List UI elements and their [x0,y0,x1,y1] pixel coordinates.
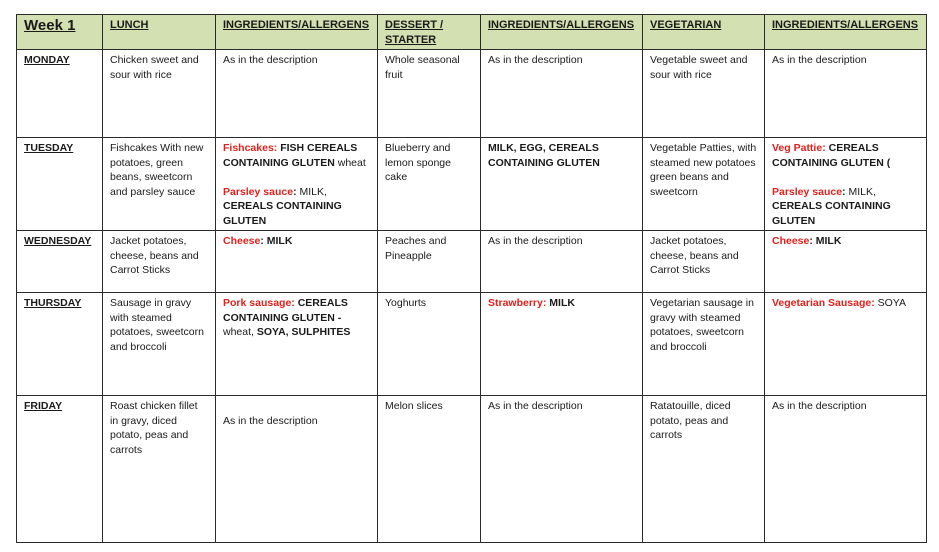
vegetarian-allergens-cell [765,231,927,293]
dessert-allergens-cell: As in the description [481,50,643,138]
header-vegetarian: VEGETARIAN [643,15,765,50]
allergen-colon: : [842,185,846,198]
lunch-allergens-cell [216,231,378,293]
allergen-list: : MILK [260,235,293,247]
allergen-item-label: Veg Pattie: [772,142,826,154]
dessert-cell: Yoghurts [378,293,481,396]
dessert-cell: Peaches and Pineapple [378,231,481,293]
lunch-cell: Fishcakes With new potatoes, green beans, sweetcorn and parsley sauce [103,138,216,231]
lunch-cell: Chicken sweet and sour with rice [103,50,216,138]
dessert-allergens-cell: As in the description [481,231,643,293]
day-label: FRIDAY [17,396,103,543]
vegetarian-cell: Vegetable sweet and sour with rice [643,50,765,138]
allergen-item-label: Cheese [772,235,810,247]
lunch-allergens-cell [216,138,378,231]
dessert-allergens-cell: MILK, EGG, CEREALS CONTAINING GLUTEN [481,138,643,231]
header-dessert-allergens: INGREDIENTS/ALLERGENS [481,15,643,50]
allergen-item-label: Strawberry: [488,297,547,309]
header-dessert: DESSERT / STARTER [378,15,481,50]
allergen-note: wheat, [223,326,254,338]
table-row-monday [17,50,927,138]
vegetarian-cell: Vegetarian sausage in gravy with steamed potatoes, sweetcorn and broccoli [643,293,765,396]
vegetarian-allergens-cell: As in the description [765,50,927,138]
allergen-item-label: Parsley sauce [772,185,843,198]
dessert-cell: Whole seasonal fruit [378,50,481,138]
dessert-cell: Blueberry and lemon sponge cake [378,138,481,231]
allergen-item-label: Parsley sauce [223,185,294,198]
day-label: WEDNESDAY [17,231,103,293]
allergen-note: As in the description [223,414,318,427]
week-title: Week 1 [17,15,103,50]
allergen-list: CEREALS CONTAINING GLUTEN ( [772,142,891,169]
header-row [17,15,927,50]
vegetarian-cell: Ratatouille, diced potato, peas and carrots [643,396,765,543]
vegetarian-cell: Vegetable Patties, with steamed new potatoes green beans and sweetcorn [643,138,765,231]
allergen-note: MILK, [848,185,876,198]
allergen-note: wheat [337,156,366,169]
allergen-item-label: Pork sausage: [223,297,295,309]
lunch-allergens-cell [216,396,378,543]
allergen-list: CEREALS CONTAINING GLUTEN [772,200,891,227]
vegetarian-allergens-cell [765,138,927,231]
lunch-cell: Jacket potatoes, cheese, beans and Carrot Sticks [103,231,216,293]
allergen-list: FISH CEREALS CONTAINING GLUTEN [223,142,358,169]
header-lunch: LUNCH [103,15,216,50]
day-label: MONDAY [17,50,103,138]
allergen-list: CEREALS CONTAINING GLUTEN - [223,297,348,324]
table-row-tuesday [17,138,927,231]
header-vegetarian-allergens: INGREDIENTS/ALLERGENS [765,15,927,50]
vegetarian-allergens-cell: As in the description [765,396,927,543]
table-row-friday [17,396,927,543]
table-row-wednesday [17,231,927,293]
weekly-menu-table [16,14,927,543]
allergen-item-label: Vegetarian Sausage: [772,297,875,309]
allergen-item-label: Cheese [223,235,261,247]
lunch-allergens-cell: As in the description [216,50,378,138]
dessert-allergens-cell: As in the description [481,396,643,543]
day-label: TUESDAY [17,138,103,231]
allergen-list: SOYA, SULPHITES [256,326,351,338]
allergen-note: SOYA [877,297,907,309]
vegetarian-cell: Jacket potatoes, cheese, beans and Carrot Sticks [643,231,765,293]
allergen-list: MILK [549,297,575,309]
lunch-cell: Sausage in gravy with steamed potatoes, sweetcorn and broccoli [103,293,216,396]
vegetarian-allergens-cell [765,293,927,396]
table-row-thursday [17,293,927,396]
allergen-colon: : [293,185,297,198]
day-label: THURSDAY [17,293,103,396]
lunch-allergens-cell [216,293,378,396]
allergen-note: MILK, [299,185,327,198]
dessert-cell: Melon slices [378,396,481,543]
allergen-item-label: Fishcakes: [223,142,278,154]
lunch-cell: Roast chicken fillet in gravy, diced potato, peas and carrots [103,396,216,543]
allergen-list: CEREALS CONTAINING GLUTEN [223,200,342,227]
dessert-allergens-cell [481,293,643,396]
header-lunch-allergens: INGREDIENTS/ALLERGENS [216,15,378,50]
allergen-list: : MILK [809,235,842,247]
